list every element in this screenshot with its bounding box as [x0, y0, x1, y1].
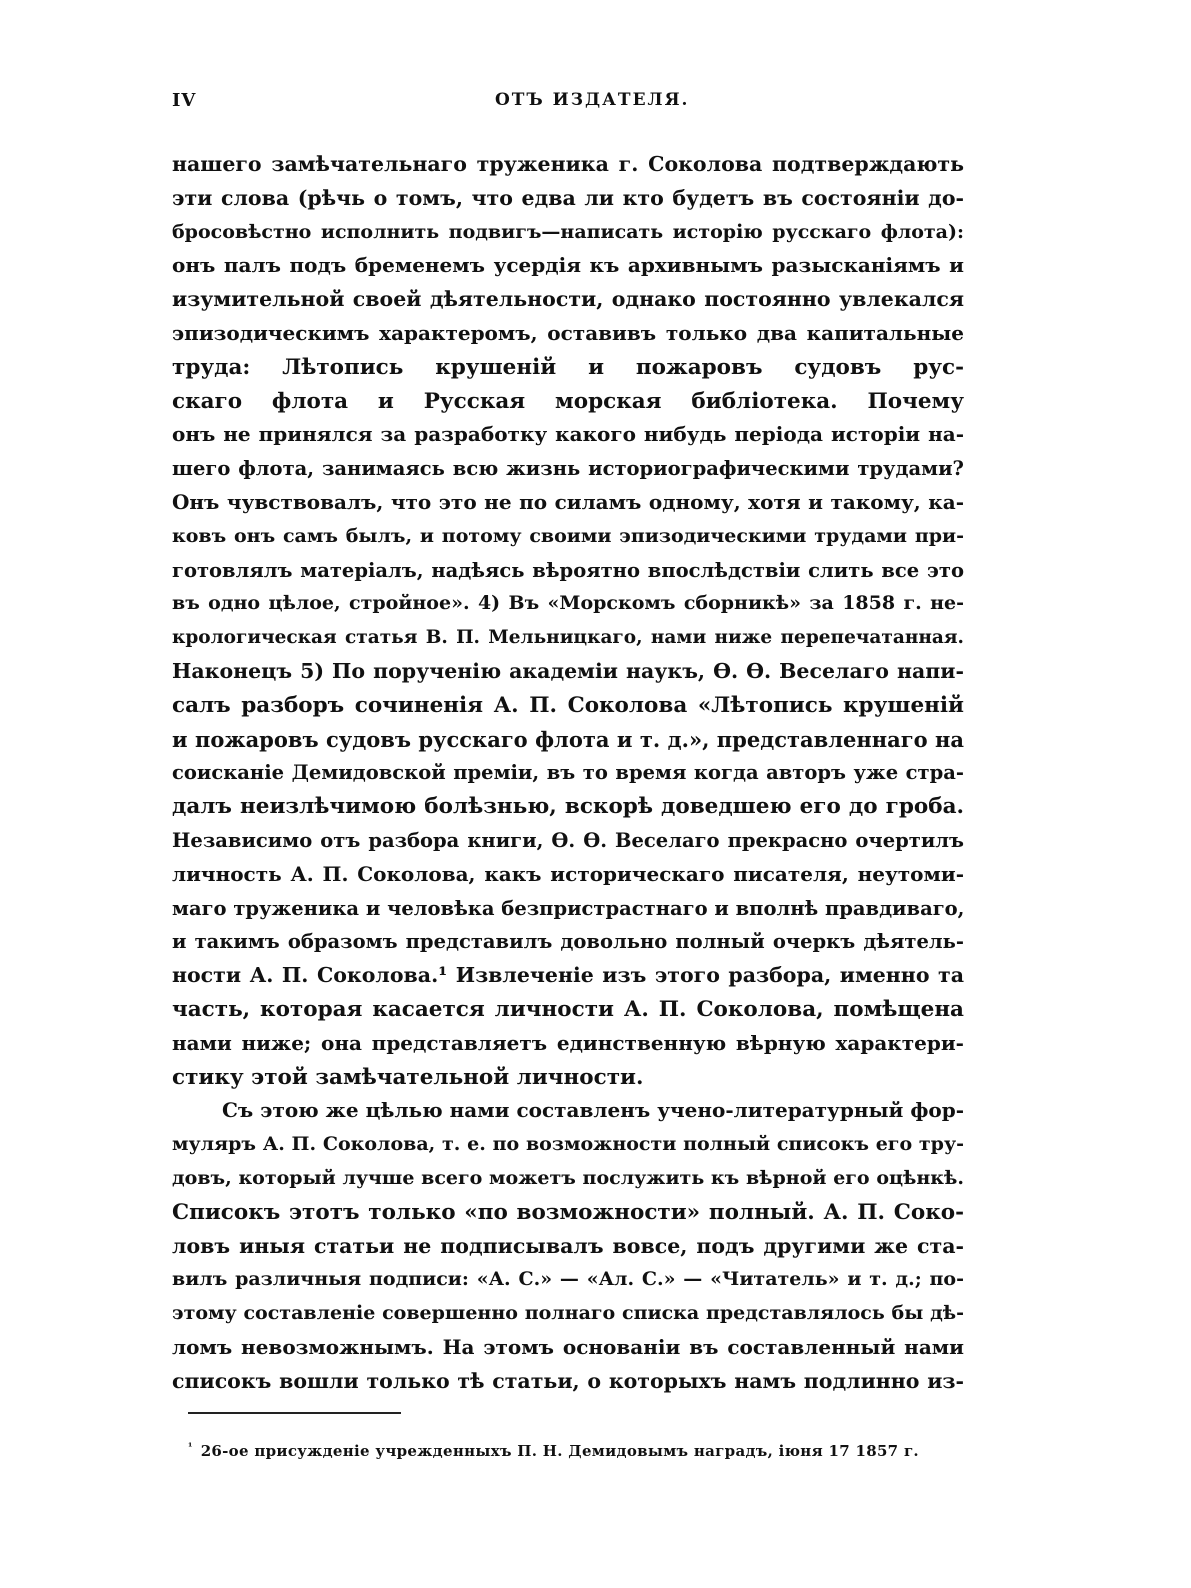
text-line: нашего замѣчательнаго труженика г. Соколова подтверждають: [172, 152, 964, 176]
text-line: бросовѣстно исполнить подвигъ—написать исторію русскаго флота):: [172, 220, 964, 243]
text-line: Онъ чувствовалъ, что это не по силамъ одному, хотя и такому, ка-: [172, 489, 964, 514]
text-line: Независимо отъ разбора книги, Ѳ. Ѳ. Веселаго прекрасно очертилъ: [172, 828, 964, 852]
text-line: и пожаровъ судовъ русскаго флота и т. д.», представленнаго на: [172, 726, 964, 752]
text-line: ковъ онъ самъ былъ, и потому своими эпизодическими трудами при-: [172, 524, 964, 547]
text-line: списокъ вошли только тѣ статьи, о которыхъ намъ подлинно из-: [172, 1368, 964, 1393]
text-line: стику этой замѣчательной личности.: [172, 1064, 644, 1090]
footnote: [188, 1442, 919, 1460]
text-line: этому составленіе совершенно полнаго списка представлялось бы дѣ-: [172, 1302, 964, 1325]
text-line: нами ниже; она представляетъ единственную вѣрную характери-: [172, 1030, 964, 1055]
text-line: шего флота, занимаясь всю жизнь историографическими трудами?: [172, 457, 964, 481]
text-line: ловъ иныя статьи не подписывалъ вовсе, подъ другими же ста-: [172, 1233, 964, 1258]
text-line: муляръ А. П. Соколова, т. е. по возможности полный списокъ его тру-: [172, 1133, 964, 1156]
text-line: скаго флота и Русская морская библіотека. Почему: [172, 388, 964, 414]
text-line: часть, которая касается личности А. П. Соколова, помѣщена: [172, 996, 964, 1022]
text-line: Наконецъ 5) По порученію академіи наукъ, Ѳ. Ѳ. Веселаго напи-: [172, 658, 964, 683]
text-line: онъ палъ подъ бременемъ усердія къ архивнымъ разысканіямъ и: [172, 253, 964, 278]
text-line: изумительной своей дѣятельности, однако постоянно увлекался: [172, 287, 964, 312]
paragraph-1: [172, 148, 964, 1094]
text-line: труда: Лѣтопись крушеній и пожаровъ судовъ рус-: [172, 354, 964, 380]
text-line: ломъ невозможнымъ. На этомъ основаніи въ составленный нами: [172, 1334, 964, 1359]
text-line: салъ разборъ сочиненія А. П. Соколова «Лѣтопись крушеній: [172, 692, 964, 718]
text-line: эти слова (рѣчь о томъ, что едва ли кто будетъ въ состояніи до-: [172, 185, 964, 210]
text-line: Съ этою же цѣлью нами составленъ учено-литературный фор-: [222, 1098, 964, 1123]
text-line: довъ, который лучше всего можетъ послужить къ вѣрной его оцѣнкѣ.: [172, 1166, 964, 1189]
text-line: маго труженика и человѣка безпристрастнаго и вполнѣ правдиваго,: [172, 896, 964, 920]
text-line: Списокъ этотъ только «по возможности» полный. А. П. Соко-: [172, 1199, 964, 1225]
text-line: далъ неизлѣчимою болѣзнью, вскорѣ доведшею его до гроба.: [172, 794, 964, 820]
paragraph-2: [172, 1094, 964, 1398]
body-text: [172, 148, 964, 1398]
footnote-divider: [188, 1412, 401, 1414]
page-number: IV: [172, 90, 197, 111]
footnote-marker: ¹: [188, 1442, 193, 1453]
text-line: крологическая статья В. П. Мельницкаго, нами ниже перепечатанная.: [172, 627, 964, 649]
text-line: ности А. П. Соколова.¹ Извлеченіе изъ этого разбора, именно та: [172, 963, 964, 988]
text-line: соисканіе Демидовской преміи, въ то время когда авторъ уже стра-: [172, 761, 964, 785]
text-line: эпизодическимъ характеромъ, оставивъ только два капитальные: [172, 320, 964, 345]
text-line: готовлялъ матеріалъ, надѣясь вѣроятно впослѣдствіи слить все это: [172, 558, 964, 582]
text-line: личность А. П. Соколова, какъ историческаго писателя, неутоми-: [172, 861, 964, 886]
text-line: въ одно цѣлое, стройное». 4) Въ «Морскомъ сборникѣ» за 1858 г. не-: [172, 592, 964, 615]
running-head: ОТЪ ИЗДАТЕЛЯ.: [495, 90, 690, 110]
footnote-text: 26-ое присужденіе учрежденныхъ П. Н. Демидовымъ наградъ, іюня 17 1857 г.: [200, 1442, 919, 1460]
text-line: онъ не принялся за разработку какого нибудь періода исторіи на-: [172, 422, 964, 447]
text-line: вилъ различныя подписи: «А. С.» — «Ал. С.» — «Читатель» и т. д.; по-: [172, 1268, 964, 1291]
text-line: и такимъ образомъ представилъ довольно полный очеркъ дѣятель-: [172, 930, 964, 954]
